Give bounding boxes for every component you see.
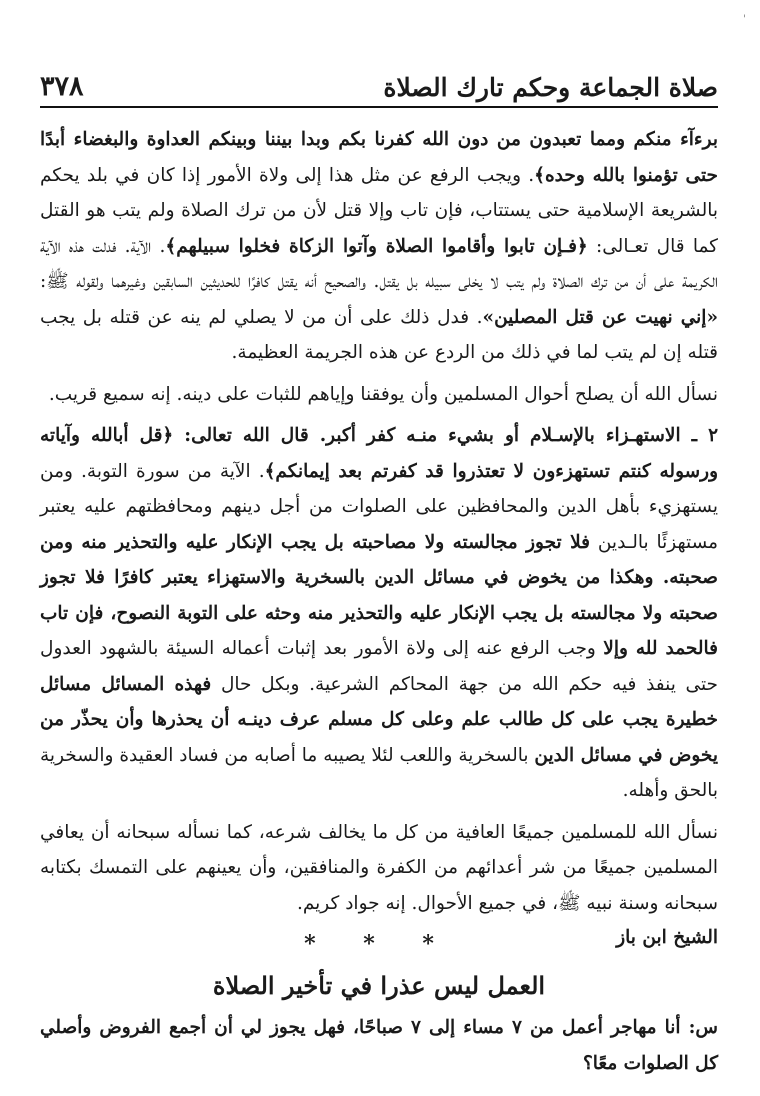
signature-row bbox=[40, 927, 718, 961]
verse-quote: ﴿فـإن تابوا وأقاموا الصلاة وآتوا الزكاة فخلوا سبيلهم﴾ bbox=[165, 235, 588, 257]
running-header bbox=[40, 62, 718, 108]
text-run: . الآية من سورة التوبة. ومن يستهزيء بأهل الدين والمحافظين على الصلوات من أجل دينهم ومحافظتهم عليه يعتبر مستهزئًا بالـدين bbox=[40, 460, 718, 553]
bold-run: فهذه المسائل مسائل خطيرة يجب على كل طالب علم وعلى كل مسلم عرف دينـه أن يحذرها وأن يحذّر من يخوض في مسائل الدين bbox=[40, 673, 718, 766]
text-run: . ويجب الرفع عن مثل هذا إلى ولاة الأمور إذا كان في بلد يحكم بالشريعة الإسلامية حتى يستتاب، فإن تاب وإلا قتل لأن من ترك الصلاة ولم يتب هو القتل كما قال تعـالى: bbox=[40, 164, 718, 257]
header-title: صلاة الجماعة وحكم تارك الصلاة bbox=[383, 73, 718, 102]
paragraph-3 bbox=[40, 418, 718, 809]
page-number: ٣٧٨ bbox=[40, 71, 84, 102]
page-body bbox=[40, 122, 718, 1081]
section-separator: * * * bbox=[304, 931, 454, 957]
bold-run: فلا تجوز مجالسته ولا مصاحبته بل يجب الإنكار عليه والتحذير منه ومن صحبته. وهكذا من يخوض في مسائل الدين بالسخرية والاستهزاء يعتبر كافرًا فلا تجوز صحبته ولا مجالسته بل يجب الإنكار عليه والتحذير منه وحثه على التوبة النصوح، فإن تاب فالحمد لله وإلا bbox=[40, 531, 718, 659]
corner-mark: ' bbox=[743, 14, 746, 25]
paragraph-2: نسأل الله أن يصلح أحوال المسلمين وأن يوفقنا وإياهم للثبات على دينه. إنه سميع قريب. bbox=[48, 383, 718, 405]
question: س: أنا مهاجر أعمل من ٧ مساء إلى ٧ صباحًا، فهل يجوز لي أن أجمع الفروض وأصلي كل الصلوات معًا؟ bbox=[40, 1017, 718, 1074]
text-run: . فدل ذلك على أن من لا يصلي لم ينه عن قتله بل يجب قتله إن لم يتب لما في ذلك من الردع عن هذه الجريمة العظيمة. bbox=[40, 306, 718, 363]
hadith-quote: «إني نهيت عن قتل المصلين» bbox=[482, 306, 719, 328]
paragraph-1 bbox=[40, 122, 718, 371]
verse-quote: برءآء منكم ومما تعبدون من دون الله كفرنا بكم وبدا بيننا وبينكم العداوة والبغضاء أبدًا حتى تؤمنوا بالله وحده﴾ bbox=[40, 129, 718, 186]
section-title: العمل ليس عذرا في تأخير الصلاة bbox=[212, 971, 546, 1000]
signature: الشيخ ابن باز bbox=[616, 927, 718, 948]
paragraph-4: نسأل الله للمسلمين جميعًا العافية من كل ما يخالف شرعه، كما نسأله سبحانه أن يعافي المسلمين جميعًا من شر أعدائهم من الكفرة والمنافقين، وأن يعينهم على التمسك بكتابه سبحانه وسنة نبيه ﷺ، في جميع الأحوال. إنه جواد كريم. bbox=[40, 821, 718, 914]
text-run: وجب الرفع عنه إلى ولاة الأمور بعد إثبات أعماله السيئة بالشهود العدول حتى ينفذ فيه حكم الله من جهة المحاكم الشرعية. وبكل حال bbox=[40, 638, 718, 695]
point-heading: ٢ ـ الاستهـزاء بالإسـلام أو بشيء منـه كفر أكبر. قال الله تعالى: ﴿قل أبالله وآياته ورسوله كنتم تستهزءون لا تعتذروا قد كفرتم بعد إيمانكم﴾ bbox=[40, 425, 718, 482]
book-page bbox=[40, 62, 718, 1087]
text-run: . الآية. فدلت هذه الآية الكريمة على أن من ترك الصلاة ولم يتب لا يخلى سبيله بل يقتل. والصحيح أنه يقتل كافرًا للحديثين السابقين وغيرهما ولقوله ﷺ: bbox=[40, 235, 718, 292]
text-run: بالسخرية واللعب لئلا يصيبه ما أصابه من فساد العقيدة والسخرية بالحق وأهله. bbox=[40, 744, 718, 801]
